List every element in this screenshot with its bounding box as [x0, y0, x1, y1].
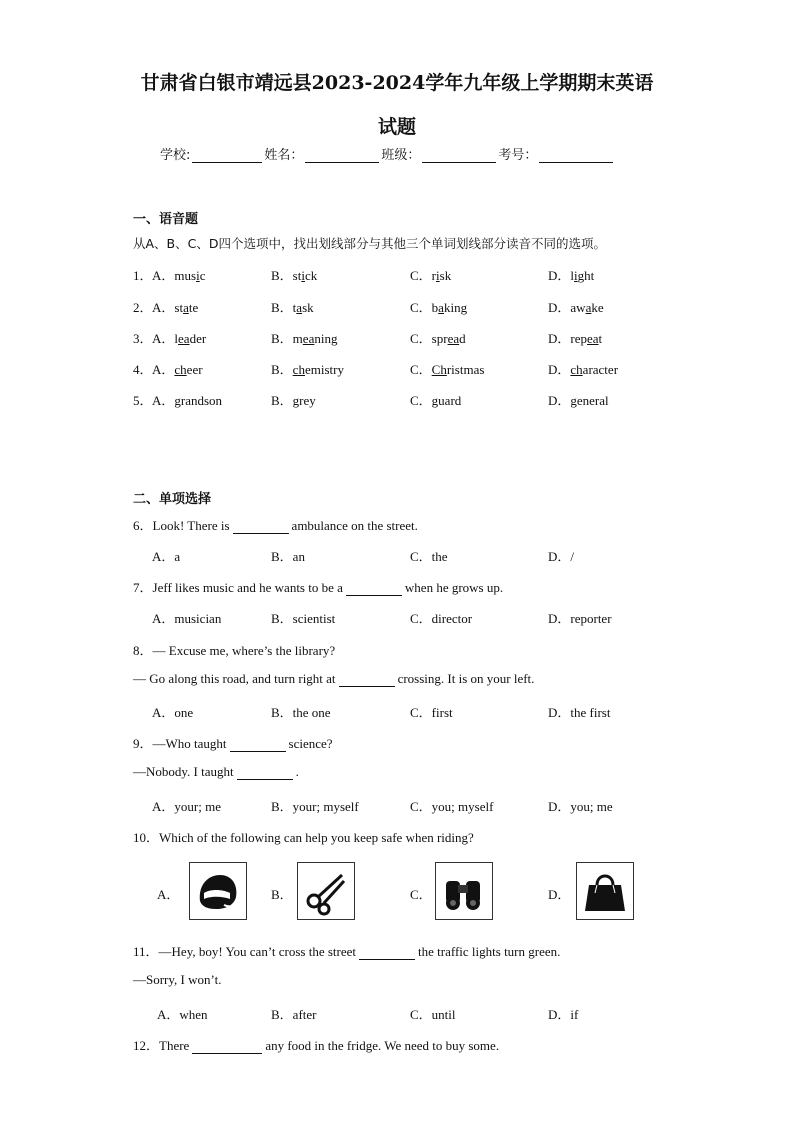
answer-blank[interactable] [237, 767, 293, 780]
section1-instruction: 从A、B、C、D四个选项中，找出划线部分与其他三个单词划线部分读音不同的选项。 [133, 236, 606, 251]
page-title-line2: 试题 [377, 116, 416, 138]
phonetics-option[interactable] [548, 328, 602, 347]
question-number: 11． [133, 944, 159, 959]
phonetics-question-number: 3． [133, 331, 153, 346]
underlined-letters: ea [447, 331, 460, 346]
q8-option-b[interactable]: B．the one [271, 705, 331, 720]
word-part: eneral [576, 393, 609, 408]
q6-option-d[interactable]: D．/ [548, 549, 575, 564]
q6-option-b[interactable]: B．an [271, 549, 305, 564]
phonetics-option[interactable] [271, 328, 337, 347]
answer-blank[interactable] [192, 1041, 262, 1054]
number-blank[interactable] [539, 149, 613, 163]
word-part: emistry [304, 362, 344, 377]
handbag-image[interactable] [576, 862, 634, 920]
underlined-letters: a [585, 300, 592, 315]
name-label: 姓名： [264, 148, 304, 163]
question-9 [133, 733, 333, 752]
word-part: rep [570, 331, 587, 346]
question-11 [133, 941, 560, 960]
option-label: C． [410, 393, 432, 408]
answer-blank[interactable] [339, 674, 395, 687]
underlined-letters: i [301, 268, 305, 283]
word-part: sk [302, 300, 314, 315]
question-text: Jeff likes music and he wants to be a [152, 580, 343, 595]
student-info-line [160, 144, 615, 163]
answer-blank[interactable] [359, 947, 415, 960]
question-number: 9． [133, 736, 153, 751]
option-label: B． [271, 300, 293, 315]
question-text: — Excuse me, where’s the library? [152, 643, 336, 658]
option-label: D． [548, 331, 571, 346]
word-part: d [459, 331, 466, 346]
underlined-letters: ch [292, 362, 305, 377]
option-label: D． [548, 393, 571, 408]
q10-option-b-label[interactable]: B． [271, 887, 293, 902]
q11-option-a[interactable]: A．when [157, 1007, 208, 1022]
word-part: aw [570, 300, 586, 315]
section1-heading: 一、语音题 [133, 212, 199, 227]
scissors-icon [298, 863, 354, 919]
q11-option-d[interactable]: D．if [548, 1007, 579, 1022]
q7-option-a[interactable]: A．musician [152, 611, 222, 626]
underlined-letters: ea [587, 331, 599, 346]
question-text: —Hey, boy! You can’t cross the street [158, 944, 357, 959]
q7-option-d[interactable]: D．reporter [548, 611, 612, 626]
phonetics-option[interactable] [548, 359, 618, 378]
question-text: crossing. It is on your left. [397, 671, 535, 686]
class-blank[interactable] [422, 149, 496, 163]
word-part: king [443, 300, 468, 315]
question-number: 7． [133, 580, 153, 595]
word-part: der [189, 331, 207, 346]
word-part: l [570, 268, 575, 283]
word-part: t [598, 331, 603, 346]
number-label: 考号： [498, 148, 538, 163]
phonetics-option[interactable] [410, 390, 461, 409]
question-number: 8． [133, 643, 153, 658]
binoculars-image[interactable] [435, 862, 493, 920]
q6-option-a[interactable]: A．a [152, 549, 181, 564]
answer-blank[interactable] [346, 583, 402, 596]
question-text: science? [288, 736, 333, 751]
word-part: uard [438, 393, 462, 408]
word-part: mus [174, 268, 197, 283]
option-label: A． [152, 362, 175, 377]
word-part: r [431, 268, 437, 283]
underlined-letters: g [431, 393, 439, 408]
page-title: 甘肃省白银市靖远县2023-2024学年九年级上学期期末英语 [140, 72, 654, 94]
q10-option-d-label[interactable]: D． [548, 887, 571, 902]
q9-option-b[interactable]: B．your; myself [271, 799, 359, 814]
option-label: B． [271, 393, 293, 408]
option-label: C． [410, 268, 432, 283]
word-part: ke [591, 300, 604, 315]
question-text: —Who taught [152, 736, 227, 751]
word-part: m [292, 331, 303, 346]
option-label: C． [410, 331, 432, 346]
option-label: A． [152, 331, 175, 346]
phonetics-option[interactable] [410, 297, 467, 316]
question-text: when he grows up. [404, 580, 504, 595]
word-part: ght [577, 268, 595, 283]
underlined-letters: ea [178, 331, 190, 346]
phonetics-question-number: 4． [133, 362, 153, 377]
option-label: C． [410, 300, 432, 315]
question-text: Look! There is [152, 518, 230, 533]
question-7 [133, 577, 503, 596]
underlined-letters: g [292, 393, 300, 408]
phonetics-option[interactable] [271, 359, 344, 378]
phonetics-option[interactable] [152, 265, 205, 284]
underlined-letters: ea [302, 331, 315, 346]
q8-option-a[interactable]: A．one [152, 705, 194, 720]
question-8 [133, 640, 335, 659]
scissors-image[interactable] [297, 862, 355, 920]
q11-option-b[interactable]: B．after [271, 1007, 317, 1022]
underlined-letters: a [183, 300, 189, 315]
question-text: —Nobody. I taught [133, 764, 234, 779]
word-part: randson [180, 393, 223, 408]
question-number: 6． [133, 518, 153, 533]
q9-option-c[interactable]: C．you; myself [410, 799, 494, 814]
question-text: the traffic lights turn green. [418, 944, 561, 959]
answer-blank[interactable] [230, 739, 286, 752]
question-number: 12． [133, 1038, 160, 1053]
underlined-letters: ch [174, 362, 187, 377]
phonetics-option[interactable] [271, 390, 316, 409]
question-text: . [295, 764, 299, 779]
q11-option-c[interactable]: C．until [410, 1007, 456, 1022]
option-label: C． [410, 362, 432, 377]
q10-option-a-label[interactable]: A． [157, 887, 180, 902]
answer-blank[interactable] [233, 521, 289, 534]
question-10 [133, 827, 474, 846]
underlined-letters: g [570, 393, 577, 408]
phonetics-option[interactable] [548, 297, 604, 316]
phonetics-option[interactable] [410, 359, 484, 378]
binoculars-icon [436, 863, 492, 919]
word-part: l [174, 331, 179, 346]
option-label: B． [271, 268, 293, 283]
option-label: D． [548, 268, 571, 283]
phonetics-option[interactable] [271, 297, 314, 316]
option-label: D． [548, 300, 571, 315]
q7-option-c[interactable]: C．director [410, 611, 473, 626]
underlined-letters: g [174, 393, 181, 408]
word-part: b [431, 300, 439, 315]
word-part: aracter [582, 362, 619, 377]
underlined-letters: ch [570, 362, 583, 377]
school-label: 学校: [160, 148, 191, 163]
word-part: eer [186, 362, 203, 377]
underlined-letters: i [436, 268, 440, 283]
name-blank[interactable] [305, 149, 379, 163]
question-text: — Go along this road, and turn right at [133, 671, 336, 686]
phonetics-question-number: 5． [133, 393, 153, 408]
option-label: B． [271, 362, 293, 377]
q8-option-d[interactable]: D．the first [548, 705, 611, 720]
question-number: 10． [133, 830, 160, 845]
school-blank[interactable] [192, 149, 262, 163]
q8-option-c[interactable]: C．first [410, 705, 453, 720]
word-part: st [174, 300, 184, 315]
word-part: st [292, 268, 302, 283]
question-6 [133, 515, 418, 534]
option-label: A． [152, 268, 175, 283]
question-text: ambulance on the street. [291, 518, 418, 533]
question-8-line2 [133, 671, 534, 687]
phonetics-option[interactable] [410, 328, 466, 347]
word-part: sk [439, 268, 452, 283]
class-label: 班级： [381, 148, 421, 163]
option-label: A． [152, 393, 175, 408]
q7-option-b[interactable]: B．scientist [271, 611, 336, 626]
option-label: D． [548, 362, 571, 377]
q6-option-c[interactable]: C．the [410, 549, 448, 564]
word-part: ristmas [446, 362, 485, 377]
q9-option-a[interactable]: A．your; me [152, 799, 221, 814]
option-label: A． [152, 300, 175, 315]
underlined-letters: Ch [431, 362, 447, 377]
phonetics-option[interactable] [271, 265, 317, 284]
phonetics-option[interactable] [152, 390, 222, 409]
underlined-letters: a [296, 300, 303, 315]
phonetics-option[interactable] [152, 359, 203, 378]
phonetics-question-number: 1． [133, 268, 153, 283]
underlined-letters: i [574, 268, 578, 283]
word-part: ning [314, 331, 338, 346]
phonetics-option[interactable] [410, 265, 451, 284]
word-part: rey [299, 393, 316, 408]
phonetics-question-number: 2． [133, 300, 153, 315]
phonetics-option[interactable] [548, 265, 594, 284]
word-part: c [199, 268, 206, 283]
q9-option-d[interactable]: D．you; me [548, 799, 613, 814]
question-text: any food in the fridge. We need to buy some. [265, 1038, 500, 1053]
question-text: There [159, 1038, 190, 1053]
phonetics-option[interactable] [152, 328, 206, 347]
underlined-letters: a [438, 300, 444, 315]
word-part: ck [304, 268, 318, 283]
word-part: spr [431, 331, 448, 346]
word-part: t [292, 300, 297, 315]
underlined-letters: i [196, 268, 200, 283]
helmet-image[interactable] [189, 862, 247, 920]
question-9-line2 [133, 764, 299, 780]
helmet-icon [190, 863, 246, 919]
phonetics-option[interactable] [548, 390, 609, 409]
word-part: te [188, 300, 199, 315]
phonetics-option[interactable] [152, 297, 198, 316]
q10-option-c-label[interactable]: C． [410, 887, 432, 902]
section2-heading: 二、单项选择 [133, 492, 212, 507]
handbag-icon [577, 863, 633, 919]
question-11-line2: —Sorry, I won’t. [133, 972, 222, 987]
option-label: B． [271, 331, 293, 346]
question-text: Which of the following can help you keep safe when riding? [159, 830, 474, 845]
question-12 [133, 1035, 499, 1054]
